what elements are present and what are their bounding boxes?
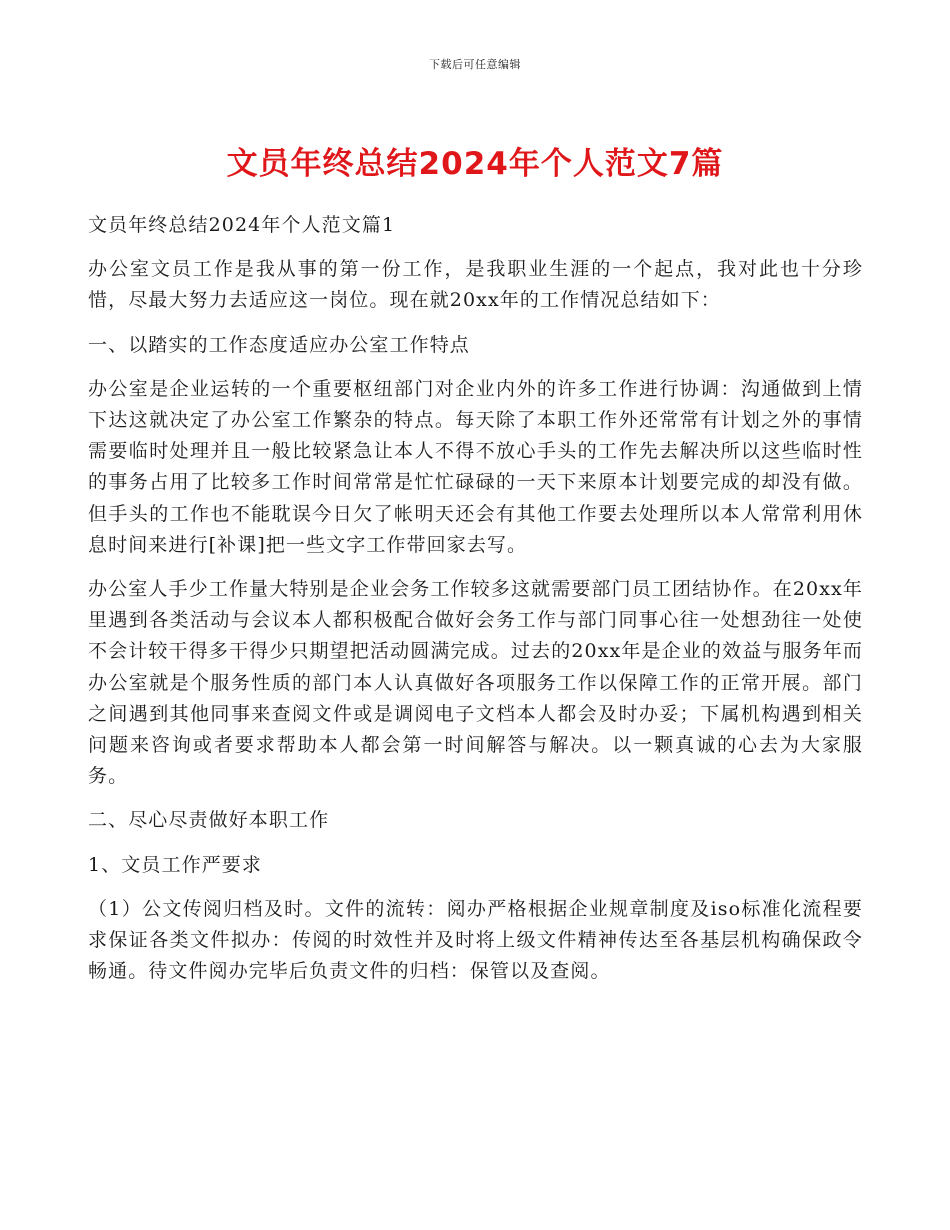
body-paragraph: 办公室人手少工作量大特别是企业会务工作较多这就需要部门员工团结协作。在20xx年里遇到各类活动与会议本人都积极配合做好会务工作与部门同事心往一处想劲往一处使不会计较干得多干得少只期望把活动圆满完成。过去的20xx年是企业的效益与服务年而办公室就是个服务性质的部门本人认真做好各项服务工作以保障工作的正常开展。部门之间遇到其他同事来查阅文件或是调阅电子文档本人都会及时办妥；下属机构遇到相关问题来咨询或者要求帮助本人都会第一时间解答与解决。以一颗真诚的心去为大家服务。 <box>88 578 863 788</box>
body-paragraph: 办公室文员工作是我从事的第一份工作，是我职业生涯的一个起点，我对此也十分珍惜，尽最大努力去适应这一岗位。现在就20xx年的工作情况总结如下： <box>88 258 863 312</box>
subsection-heading: 1、文员工作严要求 <box>88 853 262 876</box>
section-heading: 文员年终总结2024年个人范文篇1 <box>88 214 396 236</box>
body-paragraph: 办公室是企业运转的一个重要枢纽部门对企业内外的许多工作进行协调：沟通做到上情下达这就决定了办公室工作繁杂的特点。每天除了本职工作外还常常有计划之外的事情需要临时处理并且一般比较紧急让本人不得不放心手头的工作先去解决所以这些临时性的事务占用了比较多工作时间常常是忙忙碌碌的一天下来原本计划要完成的却没有做。但手头的工作也不能耽误今日欠了帐明天还会有其他工作要去处理所以本人常常利用休息时间来进行[补课]把一些文字工作带回家去写。 <box>88 377 863 556</box>
document-title: 文员年终总结2024年个人范文7篇 <box>226 146 724 182</box>
body-paragraph: （1）公文传阅归档及时。文件的流转：阅办严格根据企业规章制度及iso标准化流程要求保证各类文件拟办：传阅的时效性并及时将上级文件精神传达至各基层机构确保政令畅通。待文件阅办完毕后负责文件的归档：保管以及查阅。 <box>88 897 863 983</box>
document-body <box>88 210 863 1000</box>
header-note: 下载后可任意编辑 <box>429 58 521 71</box>
section-heading: 一、以踏实的工作态度适应办公室工作特点 <box>88 333 470 356</box>
section-heading: 二、尽心尽责做好本职工作 <box>88 809 330 832</box>
